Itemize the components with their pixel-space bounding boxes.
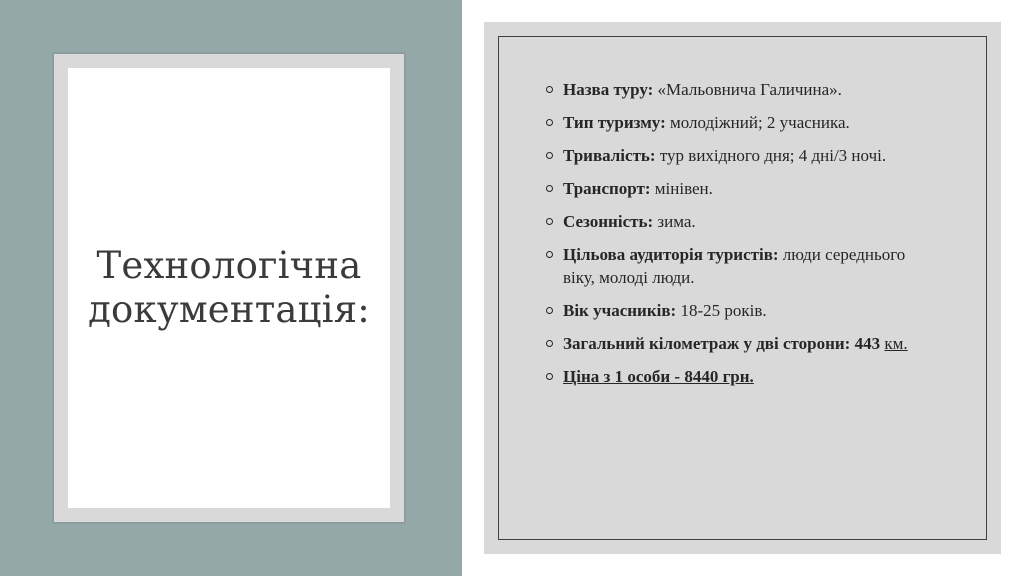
list-item-season	[546, 210, 936, 233]
hollow-bullet-icon	[546, 218, 553, 225]
item-text: молодіжний; 2 учасника.	[665, 113, 850, 132]
item-label: Вік учасників:	[563, 301, 677, 320]
slide-title-line-2: документація:	[88, 288, 370, 331]
item-label: Загальний кілометраж у дві сторони:	[563, 334, 851, 353]
list-item-duration	[546, 144, 936, 167]
details-list	[546, 78, 936, 398]
item-text: тур вихідного дня; 4 дні/3 ночі.	[655, 146, 887, 165]
hollow-bullet-icon	[546, 119, 553, 126]
list-item-tourism-type	[546, 111, 936, 134]
item-text: «Мальовнича Галичина».	[653, 80, 842, 99]
hollow-bullet-icon	[546, 185, 553, 192]
item-text: зима.	[653, 212, 696, 231]
hollow-bullet-icon	[546, 251, 553, 258]
item-text: 443	[850, 334, 885, 353]
item-label: Тривалість:	[563, 146, 656, 165]
item-label: Назва туру:	[563, 80, 654, 99]
item-label: Тип туризму:	[563, 113, 666, 132]
hollow-bullet-icon	[546, 152, 553, 159]
list-item-price	[546, 365, 936, 388]
title-frame	[54, 54, 404, 522]
item-text: люди середнього віку, молоді люди.	[563, 245, 906, 287]
slide-title-line-1: Технологічна	[96, 244, 362, 288]
list-item-transport	[546, 177, 936, 200]
list-item-audience	[546, 243, 936, 289]
slide-title	[88, 244, 370, 331]
item-text: 18-25 років.	[676, 301, 767, 320]
left-panel	[0, 0, 462, 576]
item-label: Ціна з 1 особи - 8440 грн.	[563, 367, 754, 386]
item-label: Цільова аудиторія туристів:	[563, 245, 779, 264]
title-card	[68, 68, 390, 508]
list-item-age	[546, 299, 936, 322]
item-label: Транспорт:	[563, 179, 651, 198]
item-unit: км.	[884, 334, 908, 353]
item-label: Сезонність:	[563, 212, 654, 231]
hollow-bullet-icon	[546, 307, 553, 314]
hollow-bullet-icon	[546, 373, 553, 380]
item-text: мінівен.	[650, 179, 713, 198]
list-item-tour-name	[546, 78, 936, 101]
list-item-distance	[546, 332, 936, 355]
hollow-bullet-icon	[546, 86, 553, 93]
content-panel	[484, 22, 1001, 554]
hollow-bullet-icon	[546, 340, 553, 347]
